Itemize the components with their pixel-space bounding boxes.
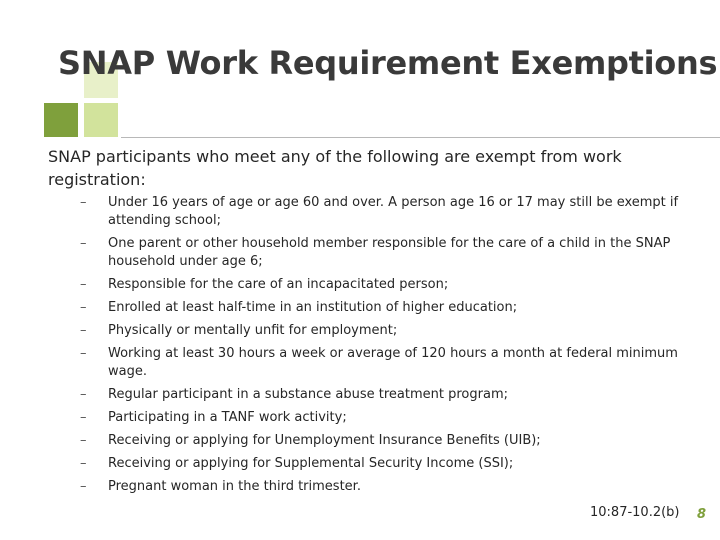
slide-title: SNAP Work Requirement Exemptions <box>58 44 718 82</box>
dash-bullet: – <box>80 346 87 361</box>
list-item-text: One parent or other household member responsible for the care of a child in the SNAP household under age 6; <box>108 236 671 269</box>
dash-bullet: – <box>80 456 87 471</box>
dash-bullet: – <box>80 323 87 338</box>
list-item-text: Receiving or applying for Unemployment Insurance Benefits (UIB); <box>108 433 541 448</box>
list-item-text: Participating in a TANF work activity; <box>108 410 347 425</box>
list-item <box>80 276 680 294</box>
list-item <box>80 455 680 473</box>
page-number: 8 <box>697 507 707 522</box>
list-item <box>80 235 680 271</box>
list-item-text: Receiving or applying for Supplemental Security Income (SSI); <box>108 456 514 471</box>
intro-text: SNAP participants who meet any of the following are exempt from work registration: <box>48 147 622 189</box>
dash-bullet: – <box>80 300 87 315</box>
dash-bullet: – <box>80 277 87 292</box>
dash-bullet: – <box>80 410 87 425</box>
list-item <box>80 194 680 230</box>
exemption-list <box>80 194 680 501</box>
decor-square-light <box>84 103 118 137</box>
list-item <box>80 432 680 450</box>
regulation-citation: 10:87-10.2(b) <box>590 505 680 520</box>
list-item-text: Responsible for the care of an incapacitated person; <box>108 277 449 292</box>
list-item-text: Physically or mentally unfit for employment; <box>108 323 398 338</box>
list-item-text: Under 16 years of age or age 60 and over. A person age 16 or 17 may still be exempt if attending school; <box>108 195 679 228</box>
title-divider <box>121 137 720 138</box>
decor-square-dark <box>44 103 78 137</box>
list-item <box>80 322 680 340</box>
dash-bullet: – <box>80 195 87 210</box>
dash-bullet: – <box>80 479 87 494</box>
dash-bullet: – <box>80 433 87 448</box>
list-item-text: Pregnant woman in the third trimester. <box>108 479 361 494</box>
dash-bullet: – <box>80 236 87 251</box>
list-item <box>80 478 680 496</box>
list-item-text: Regular participant in a substance abuse treatment program; <box>108 387 508 402</box>
list-item <box>80 409 680 427</box>
dash-bullet: – <box>80 387 87 402</box>
list-item <box>80 299 680 317</box>
list-item-text: Enrolled at least half-time in an institution of higher education; <box>108 300 518 315</box>
list-item <box>80 345 680 381</box>
list-item-text: Working at least 30 hours a week or average of 120 hours a month at federal minimum wage. <box>108 346 678 379</box>
list-item <box>80 386 680 404</box>
